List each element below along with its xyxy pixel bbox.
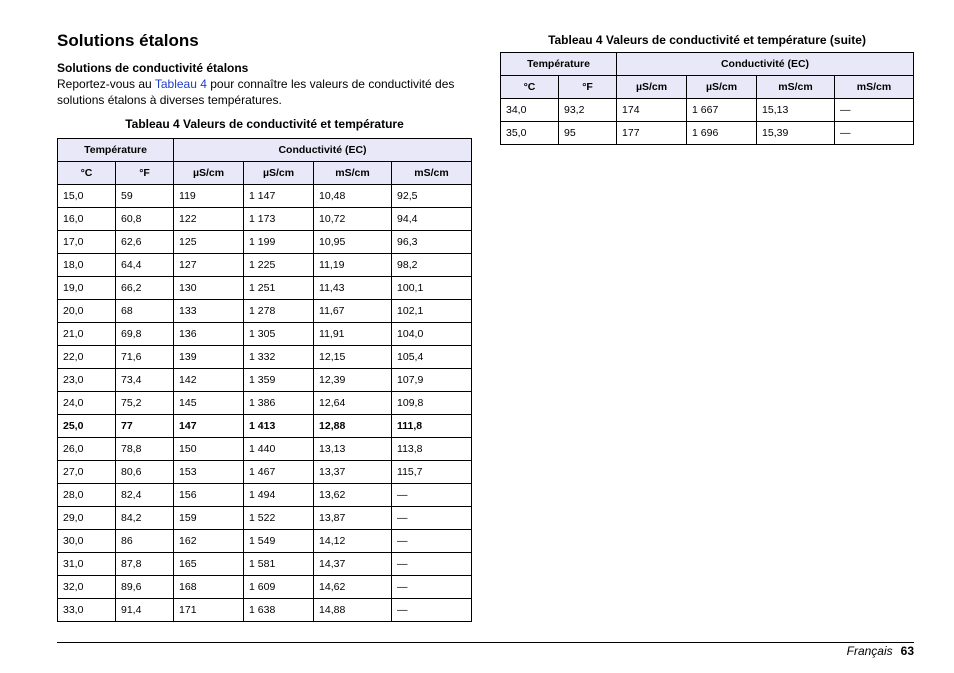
table-cell: — [392,507,472,530]
table-cell: 94,4 [392,208,472,231]
table-cell: 100,1 [392,277,472,300]
table-cell: 95 [559,122,617,145]
page-footer [847,643,914,659]
table-cell: 109,8 [392,392,472,415]
table-cell: 69,8 [116,323,174,346]
table-row [58,346,472,369]
table-cell: 77 [116,415,174,438]
table-cell: 12,88 [314,415,392,438]
table-cell: 111,8 [392,415,472,438]
unit-header: mS/cm [835,76,914,99]
table-row [58,254,472,277]
unit-header: µS/cm [687,76,757,99]
table-row [501,99,914,122]
table-cell: 107,9 [392,369,472,392]
left-column [57,30,472,622]
table-cell: 165 [174,553,244,576]
table-cell: 73,4 [116,369,174,392]
table-cell: 34,0 [501,99,559,122]
table-row [58,300,472,323]
table-cell: 13,87 [314,507,392,530]
conductivity-table-continued-body [501,99,914,145]
table-cell: 104,0 [392,323,472,346]
temperature-group-header: Température [58,139,174,162]
table-cell: — [392,553,472,576]
table-cell: 1 359 [244,369,314,392]
table-cell: 1 278 [244,300,314,323]
table-cell: 113,8 [392,438,472,461]
table-cell: 105,4 [392,346,472,369]
table-cell: — [392,530,472,553]
table-cell: 171 [174,599,244,622]
table-cell: 25,0 [58,415,116,438]
conductivity-group-header: Conductivité (EC) [174,139,472,162]
unit-header-row [501,76,914,99]
conductivity-table-continued [500,52,914,145]
table-cell: 127 [174,254,244,277]
table-cell: 1 199 [244,231,314,254]
unit-header: µS/cm [174,162,244,185]
table-row [58,185,472,208]
table-cell: 159 [174,507,244,530]
table-cell: 1 549 [244,530,314,553]
table-cell: 13,62 [314,484,392,507]
table-cell: 1 386 [244,392,314,415]
table-cell: 168 [174,576,244,599]
section-heading: Solutions de conductivité étalons [57,61,249,75]
table-cell: 11,43 [314,277,392,300]
table-row [58,507,472,530]
right-column [500,30,914,145]
table-row [58,277,472,300]
table-cell: 96,3 [392,231,472,254]
table-cell: 98,2 [392,254,472,277]
table-row [58,231,472,254]
table-cell: 17,0 [58,231,116,254]
table-cell: 31,0 [58,553,116,576]
conductivity-table-body [58,185,472,622]
table-cell: 14,37 [314,553,392,576]
table-cell: 92,5 [392,185,472,208]
temperature-group-header: Température [501,53,617,76]
table-cell: 28,0 [58,484,116,507]
table-cell: 15,0 [58,185,116,208]
table-cell: 119 [174,185,244,208]
table-cell: 1 147 [244,185,314,208]
table-cell: 115,7 [392,461,472,484]
table-cell: 130 [174,277,244,300]
table-row [58,484,472,507]
table-cell: 19,0 [58,277,116,300]
table-cell: — [835,122,914,145]
table-main-caption: Tableau 4 Valeurs de conductivité et température [125,117,404,131]
table-cell: 1 522 [244,507,314,530]
table-row [58,576,472,599]
table-cell: — [392,576,472,599]
unit-header: mS/cm [314,162,392,185]
page-number: 63 [900,644,914,658]
table-cell: 1 638 [244,599,314,622]
table-cell: 156 [174,484,244,507]
table-cell: 147 [174,415,244,438]
table-cell: 1 305 [244,323,314,346]
table-cell: 133 [174,300,244,323]
table-cell: 78,8 [116,438,174,461]
unit-header: mS/cm [392,162,472,185]
table-cell: 102,1 [392,300,472,323]
table-cell: 174 [617,99,687,122]
table-row [501,122,914,145]
table-cell: 87,8 [116,553,174,576]
table-cell: 139 [174,346,244,369]
intro-paragraph [57,76,472,108]
table-cell: 1 696 [687,122,757,145]
table-cell: 64,4 [116,254,174,277]
table-cell: 27,0 [58,461,116,484]
table-cell: 10,95 [314,231,392,254]
table-cell: 150 [174,438,244,461]
table-row [58,415,472,438]
footer-language: Français [846,644,893,658]
table-cell: 82,4 [116,484,174,507]
table-row [58,208,472,231]
table-cell: 22,0 [58,346,116,369]
table-cell: 86 [116,530,174,553]
table-cell: 59 [116,185,174,208]
intro-text-after: pour connaître les valeurs de conductivité des solutions étalons à diverses températures. [57,77,455,107]
table-row [58,530,472,553]
table-cell: 12,15 [314,346,392,369]
table-row [58,461,472,484]
table-cell: 14,62 [314,576,392,599]
table-cell: 162 [174,530,244,553]
table-cell: 1 173 [244,208,314,231]
table-cell: 68 [116,300,174,323]
table-cell: 142 [174,369,244,392]
table-cell: 1 251 [244,277,314,300]
table-cell: 29,0 [58,507,116,530]
table-cell: 12,39 [314,369,392,392]
table-cell: 1 667 [687,99,757,122]
table-cell: 10,48 [314,185,392,208]
table-cell: 60,8 [116,208,174,231]
table-cell: 30,0 [58,530,116,553]
table-cell: — [835,99,914,122]
table-reference-link[interactable]: Tableau 4 [154,77,207,91]
table-cell: 11,91 [314,323,392,346]
group-header-row [501,53,914,76]
table-cell: 91,4 [116,599,174,622]
table-cell: 125 [174,231,244,254]
table-cell: 1 413 [244,415,314,438]
table-cell: 145 [174,392,244,415]
table-cell: 20,0 [58,300,116,323]
table-cell: 1 581 [244,553,314,576]
table-cell: 1 332 [244,346,314,369]
table-cell: 1 494 [244,484,314,507]
intro-text-before: Reportez-vous au [57,77,155,91]
table-cell: 75,2 [116,392,174,415]
table-row [58,599,472,622]
page-title: Solutions étalons [57,31,199,50]
table-cell: 136 [174,323,244,346]
unit-header: mS/cm [757,76,835,99]
table-cell: 24,0 [58,392,116,415]
conductivity-group-header: Conductivité (EC) [617,53,914,76]
table-cell: 80,6 [116,461,174,484]
conductivity-table [57,138,472,622]
table-cell: 11,67 [314,300,392,323]
table-cell: 14,12 [314,530,392,553]
table-cell: 32,0 [58,576,116,599]
table-cell: 1 225 [244,254,314,277]
table-cell: 21,0 [58,323,116,346]
table-cell: 13,13 [314,438,392,461]
table-cell: 62,6 [116,231,174,254]
table-cell: 1 467 [244,461,314,484]
table-cell: 13,37 [314,461,392,484]
table-cell: 71,6 [116,346,174,369]
table-cell: 66,2 [116,277,174,300]
unit-header: °C [501,76,559,99]
table-cell: 23,0 [58,369,116,392]
table-cell: 16,0 [58,208,116,231]
table-cell: 122 [174,208,244,231]
table-cell: 35,0 [501,122,559,145]
table-cell: 153 [174,461,244,484]
table-row [58,323,472,346]
table-row [58,553,472,576]
table-cell: 11,19 [314,254,392,277]
group-header-row [58,139,472,162]
table-cell: 15,39 [757,122,835,145]
table-cell: 15,13 [757,99,835,122]
table-cell: 12,64 [314,392,392,415]
table-cell: 18,0 [58,254,116,277]
table-cell: 84,2 [116,507,174,530]
table-cell: 89,6 [116,576,174,599]
table-row [58,438,472,461]
unit-header: µS/cm [244,162,314,185]
unit-header: °F [116,162,174,185]
table-row [58,369,472,392]
table-cell: 93,2 [559,99,617,122]
unit-header: °F [559,76,617,99]
table-cell: 14,88 [314,599,392,622]
unit-header: °C [58,162,116,185]
table-cell: 1 609 [244,576,314,599]
table-cell: — [392,484,472,507]
table-cell: 177 [617,122,687,145]
table-cell: 26,0 [58,438,116,461]
table-cont-caption: Tableau 4 Valeurs de conductivité et température (suite) [548,33,866,47]
unit-header-row [58,162,472,185]
table-row [58,392,472,415]
table-cell: 10,72 [314,208,392,231]
unit-header: µS/cm [617,76,687,99]
footer-divider [57,642,914,643]
table-cell: 1 440 [244,438,314,461]
table-cell: — [392,599,472,622]
table-cell: 33,0 [58,599,116,622]
